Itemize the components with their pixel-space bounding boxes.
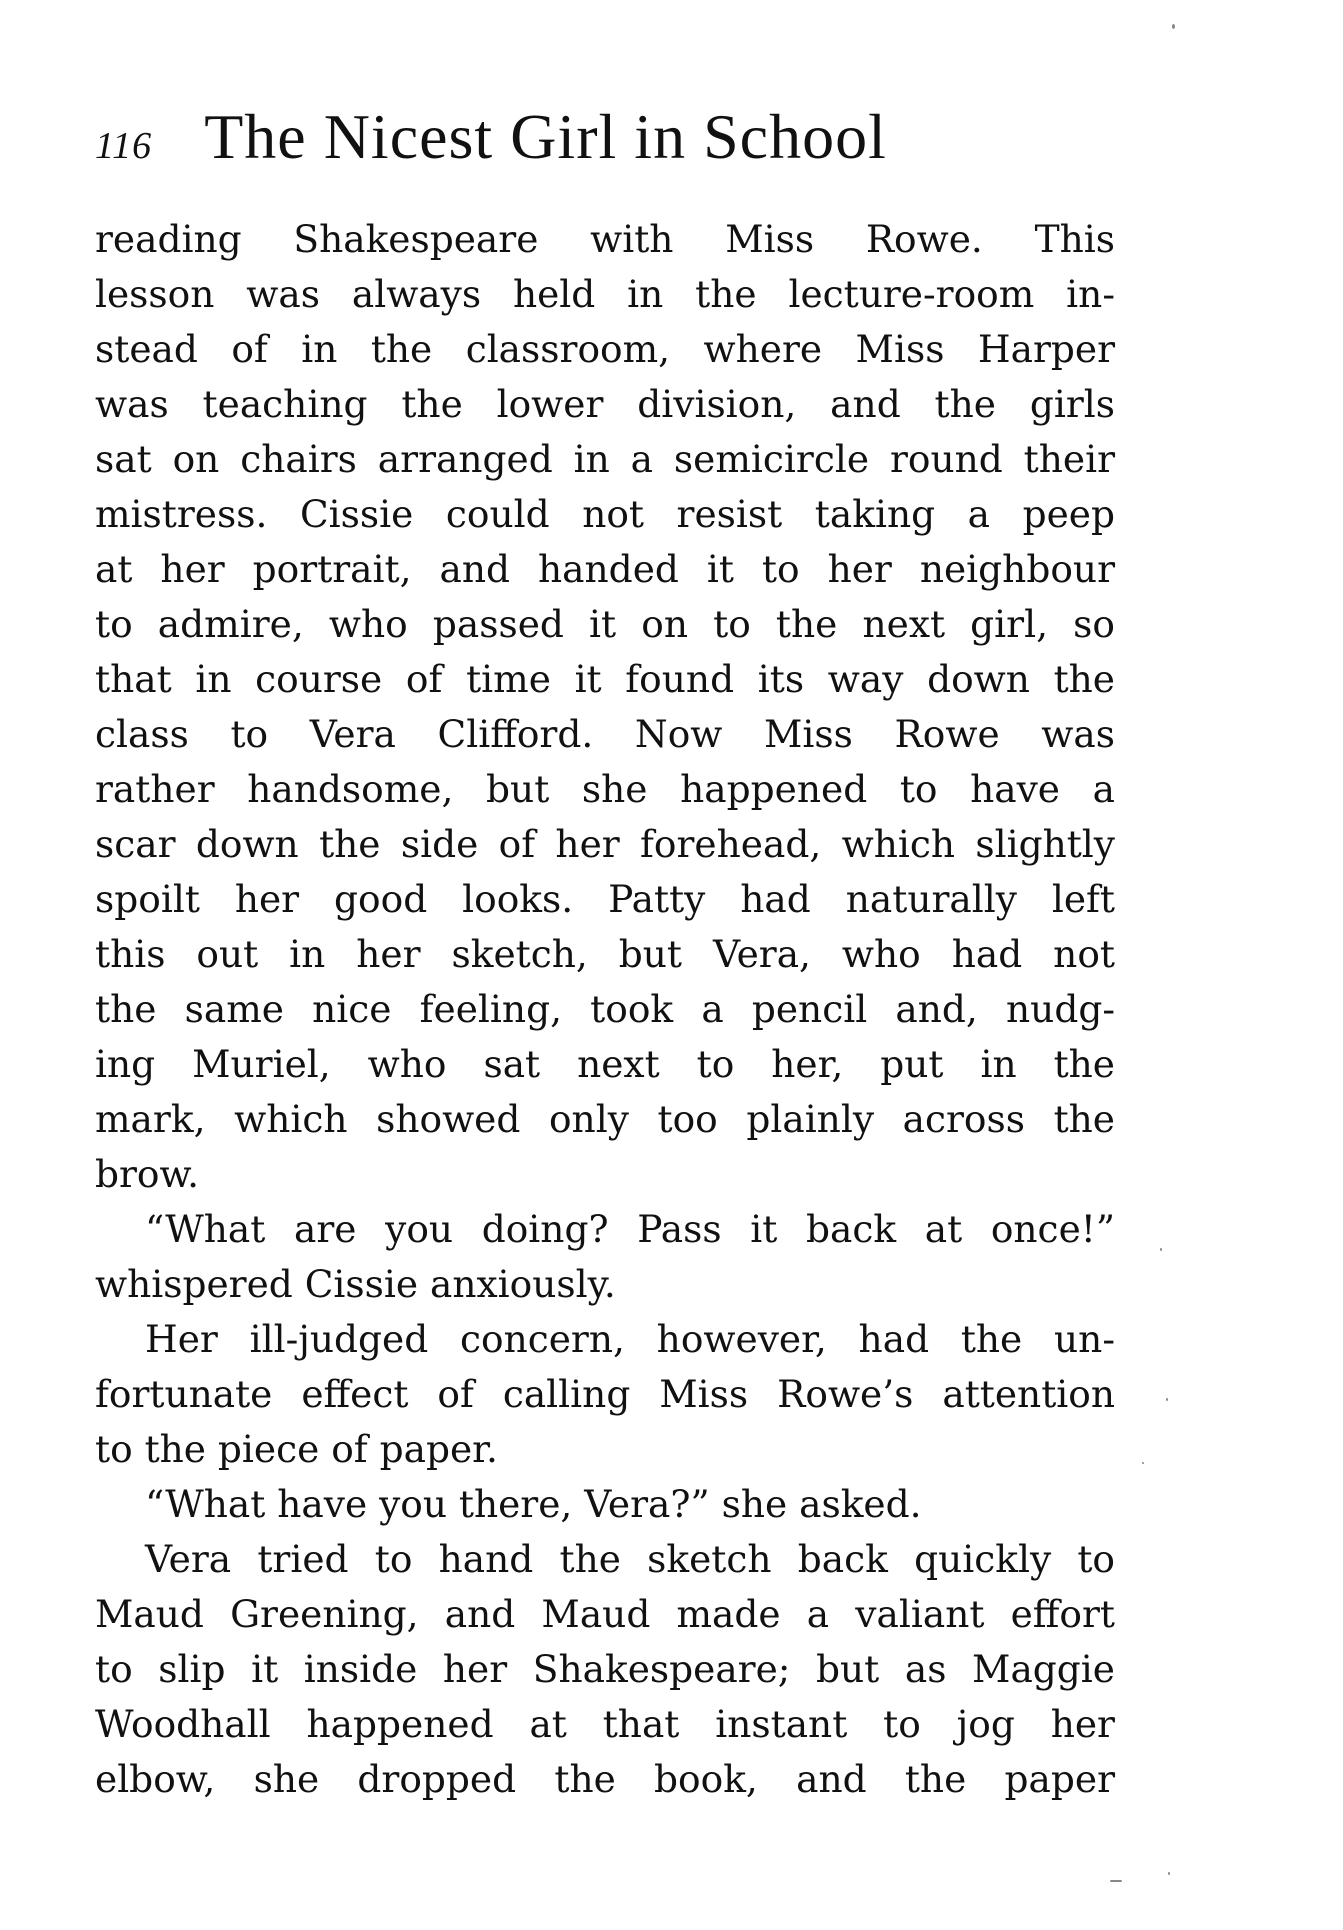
scan-speck: [1142, 1462, 1144, 1464]
text-line: reading Shakespeare with Miss Rowe. This: [95, 217, 1115, 261]
text-line: rather handsome, but she happened to have a: [95, 767, 1115, 811]
page-number: 116: [95, 125, 153, 167]
text-line: to the piece of paper.: [95, 1427, 498, 1471]
text-line: “What are you doing? Pass it back at once!”: [145, 1207, 1115, 1251]
body-text: [95, 212, 1115, 1807]
scan-speck: [1110, 1880, 1122, 1882]
text-line: to admire, who passed it on to the next girl, so: [95, 602, 1115, 646]
text-line: stead of in the classroom, where Miss Harper: [95, 327, 1115, 371]
text-line: that in course of time it found its way down the: [95, 657, 1115, 701]
paragraph: [95, 1312, 1115, 1477]
text-line: ing Muriel, who sat next to her, put in the: [95, 1042, 1115, 1086]
text-line: “What have you there, Vera?” she asked.: [145, 1482, 922, 1526]
text-line: mark, which showed only too plainly across the: [95, 1097, 1115, 1141]
text-line: fortunate effect of calling Miss Rowe’s attention: [95, 1372, 1115, 1416]
text-line: Woodhall happened at that instant to jog her: [95, 1702, 1115, 1746]
text-line: mistress. Cissie could not resist taking a peep: [95, 492, 1115, 536]
text-line: was teaching the lower division, and the girls: [95, 382, 1115, 426]
text-line: lesson was always held in the lecture-room in-: [95, 272, 1115, 316]
text-line: brow.: [95, 1152, 200, 1196]
scan-speck: [1166, 1398, 1168, 1401]
paragraph: [95, 1477, 1115, 1532]
running-title: The Nicest Girl in School: [204, 101, 887, 172]
text-line: scar down the side of her forehead, which slightly: [95, 822, 1115, 866]
scan-speck: [1160, 1248, 1162, 1251]
text-line: to slip it inside her Shakespeare; but as Maggie: [95, 1647, 1115, 1691]
text-line: this out in her sketch, but Vera, who had not: [95, 932, 1115, 976]
text-line: whispered Cissie anxiously.: [95, 1262, 616, 1306]
scan-speck: [1172, 24, 1175, 29]
paragraph: [95, 1202, 1115, 1312]
text-line: the same nice feeling, took a pencil and, nudg-: [95, 987, 1115, 1031]
running-header: [95, 100, 1115, 180]
text-line: sat on chairs arranged in a semicircle round their: [95, 437, 1115, 481]
text-line: spoilt her good looks. Patty had naturally left: [95, 877, 1115, 921]
text-line: Her ill-judged concern, however, had the un-: [145, 1317, 1115, 1361]
scan-speck: [1168, 1872, 1170, 1875]
text-line: Maud Greening, and Maud made a valiant effort: [95, 1592, 1115, 1636]
text-line: class to Vera Clifford. Now Miss Rowe was: [95, 712, 1115, 756]
paragraph: [95, 212, 1115, 1202]
text-line: Vera tried to hand the sketch back quickly to: [145, 1537, 1115, 1581]
text-line: elbow, she dropped the book, and the paper: [95, 1757, 1115, 1801]
paragraph: [95, 1532, 1115, 1807]
text-line: at her portrait, and handed it to her neighbour: [95, 547, 1115, 591]
